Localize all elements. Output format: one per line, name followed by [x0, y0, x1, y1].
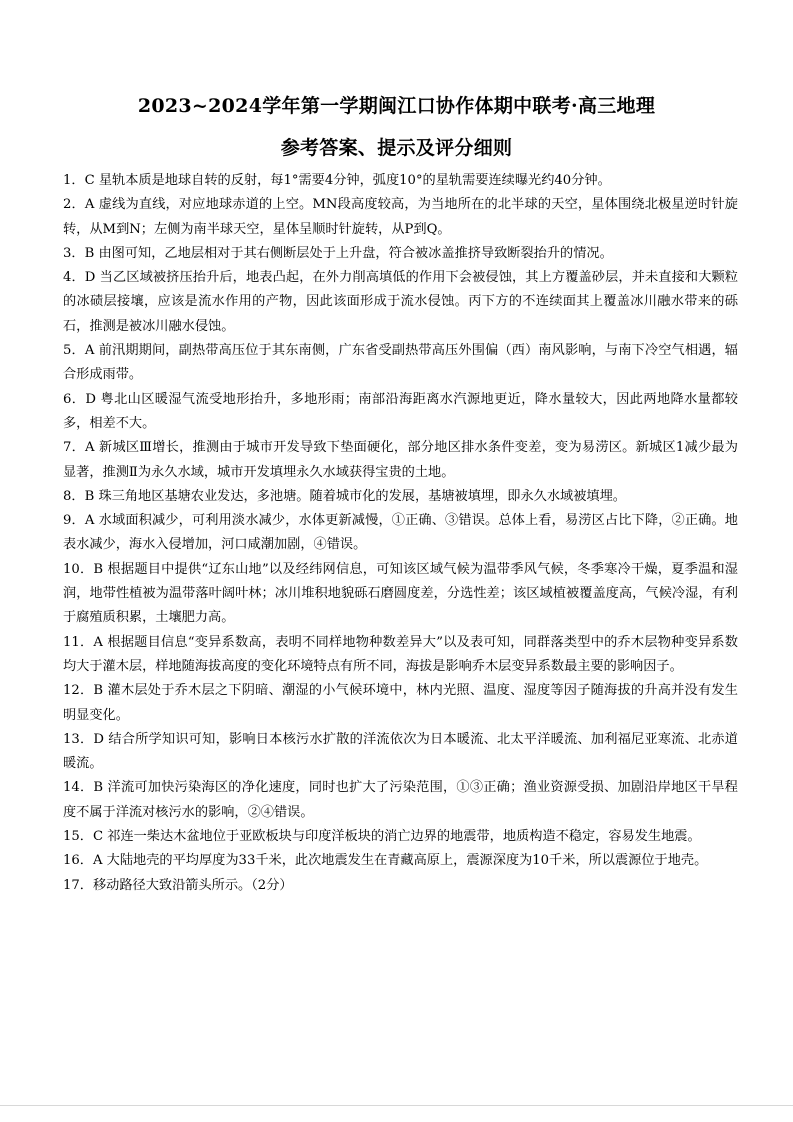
answer-item-12: 12．B 灌木层处于乔木层之下阴暗、潮湿的小气候环境中，林内光照、温度、湿度等因子随海拔的升高并没有发生明显变化。 [63, 683, 738, 723]
answer-item-5: 5．A 前汛期期间，副热带高压位于其东南侧，广东省受副热带高压外围偏（西）南风影响，与南下冷空气相遇，辐合形成雨带。 [63, 343, 738, 383]
answer-item-16: 16．A 大陆地壳的平均厚度为33千米，此次地震发生在青藏高原上，震源深度为10千米，所以震源位于地壳。 [63, 853, 708, 869]
page-subtitle: 参考答案、提示及评分细则 [280, 137, 513, 159]
answer-item-2: 2．A 虚线为直线，对应地球赤道的上空。MN段高度较高，为当地所在的北半球的天空，星体围绕北极星逆时针旋转，从M到N；左侧为南半球天空，星体呈顺时针旋转，从P到Q。 [63, 197, 738, 237]
answer-item-4: 4．D 当乙区域被挤压抬升后，地表凸起，在外力削高填低的作用下会被侵蚀，其上方覆盖砂层，并未直接和大颗粒的冰碛层接壤，应该是流水作用的产物，因此该面形成于流水侵蚀。丙下方的不连续面其上覆盖冰川融水带来的砾石，推测是被冰川融水侵蚀。 [63, 270, 738, 334]
answer-item-9: 9．A 水域面积减少，可利用淡水减少，水体更新减慢，①正确、③错误。总体上看，易涝区占比下降，②正确。地表水减少，海水入侵增加，河口咸潮加剧，④错误。 [63, 513, 738, 553]
answer-item-1: 1．C 星轨本质是地球自转的反射，每1°需要4分钟，弧度10°的星轨需要连续曝光约40分钟。 [63, 173, 611, 188]
answer-item-8: 8．B 珠三角地区基塘农业发达，多池塘。随着城市化的发展，基塘被填埋，即永久水域被填埋。 [63, 488, 626, 504]
answer-item-17: 17．移动路径大致沿箭头所示。（2分） [63, 877, 293, 893]
answer-item-13: 13．D 结合所学知识可知，影响日本核污水扩散的洋流依次为日本暖流、北太平洋暖流、加利福尼亚寒流、北赤道暖流。 [63, 731, 738, 772]
answer-item-11: 11．A 根据题目信息“变异系数高，表明不同样地物种数差异大”以及表可知，同群落类型中的乔木层物种变异系数均大于灌木层，样地随海拔高度的变化环境特点有所不同，海拔是影响乔木层变异系数最主要的影响因子。 [63, 634, 738, 674]
answer-item-3: 3．B 由图可知，乙地层相对于其右侧断层处于上升盘，符合被冰盖推挤导致断裂抬升的情况。 [63, 245, 613, 261]
answer-item-7: 7．A 新城区Ⅲ增长，推测由于城市开发导致下垫面硬化，部分地区排水条件变差，变为易涝区。新城区1减少最为显著，推测Ⅱ为永久水域，城市开发填埋永久水域获得宝贵的土地。 [63, 440, 738, 480]
answer-item-14: 14．B 洋流可加快污染海区的净化速度，同时也扩大了污染范围，①③正确；渔业资源受损、加剧沿岸地区干旱程度不属于洋流对核污水的影响，②④错误。 [63, 780, 738, 820]
answer-list [63, 169, 738, 898]
answer-item-15: 15．C 祁连一柴达木盆地位于亚欧板块与印度洋板块的消亡边界的地震带，地质构造不稳定，容易发生地震。 [63, 829, 701, 845]
answer-item-10: 10．B 根据题目中提供“辽东山地”以及经纬网信息，可知该区域气候为温带季风气候，冬季寒冷干燥，夏季温和湿润，地带性植被为温带落叶阔叶林；冰川堆积地貌砾石磨圆度差，分选性差；该区域植被覆盖度高，气候冷湿，有利于腐殖质积累，土壤肥力高。 [63, 561, 738, 626]
page-title: 2023~2024学年第一学期闽江口协作体期中联考·高三地理 [137, 95, 656, 117]
answer-item-6: 6．D 粤北山区暖湿气流受地形抬升，多地形雨；南部沿海距离水汽源地更近，降水量较大，因此两地降水量都较多，相差不大。 [63, 391, 738, 431]
bottom-divider [0, 1105, 793, 1106]
